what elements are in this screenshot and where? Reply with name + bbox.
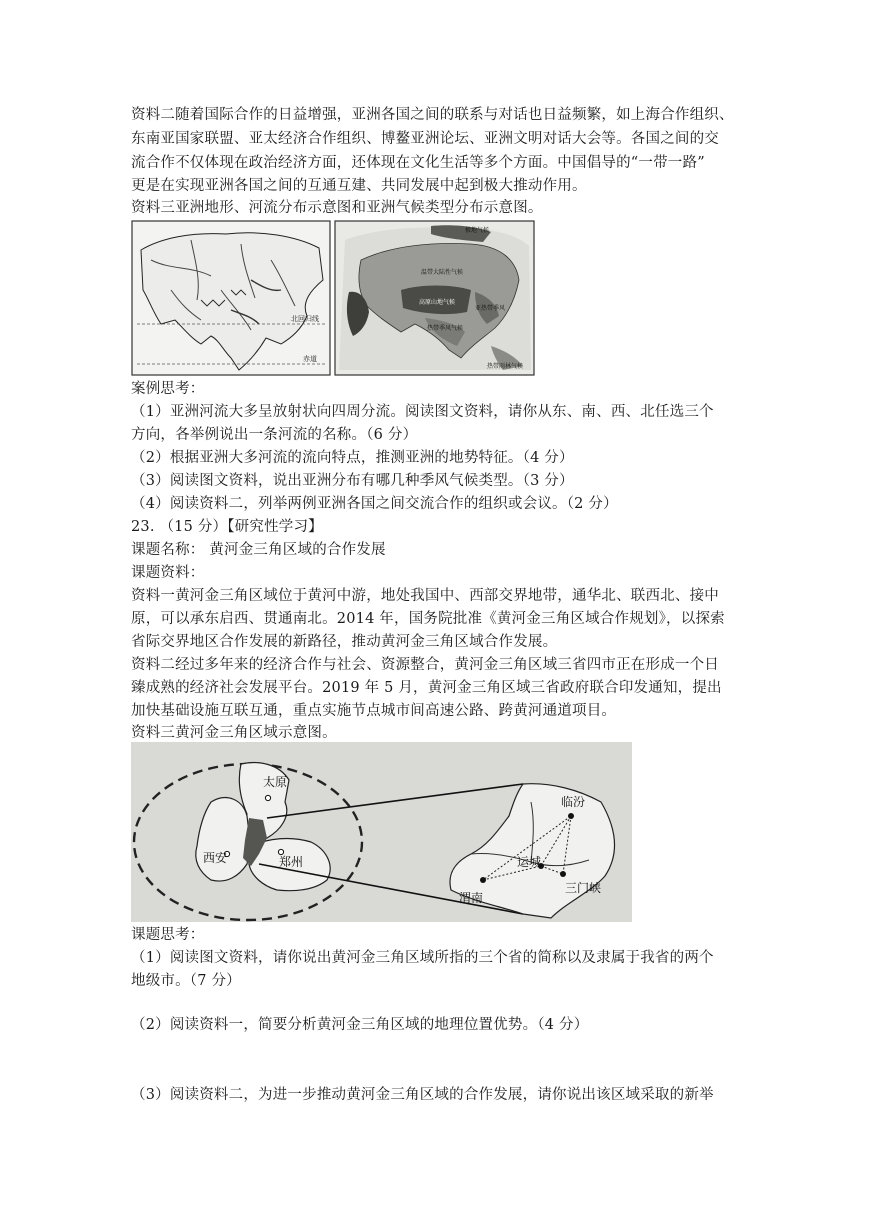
weinan-marker: [480, 877, 486, 883]
climate-label-tropical-monsoon: 热带季风气候: [427, 325, 464, 332]
taiyuan-label: 太原: [263, 775, 288, 789]
material3-caption: 资料三黄河金三角区域示意图。: [131, 725, 337, 741]
tropic-label: 北回归线: [291, 315, 319, 323]
material2-asia-line-2: 东南亚国家联盟、亚太经济合作组织、博鳌亚洲论坛、亚洲文明对话大会等。各国之间的交: [131, 131, 719, 147]
climate-label-mountain: 高原山地气候: [419, 299, 456, 306]
weinan-label: 渭南: [459, 891, 484, 905]
material2-line-2: 臻成熟的经济社会发展平台。2019 年 5 月，黄河金三角区域三省政府联合印发通知，提出: [131, 680, 722, 696]
xian-label: 西安: [203, 851, 228, 865]
linfen-marker: [568, 813, 574, 819]
material1-line-2: 原，可以承东启西、贯通南北。2014 年，国务院批准《黄河金三角区域合作规划》，以探索: [131, 611, 725, 627]
zhengzhou-label: 郑州: [279, 855, 304, 869]
equator-label: 赤道: [303, 355, 317, 363]
case-thinking-title: 案例思考：: [131, 381, 205, 397]
topic-question-3: （3）阅读资料二，为进一步推动黄河金三角区域的合作发展，请你说出该区域采取的新举: [131, 1087, 714, 1103]
climate-label-continental: 温带大陆性气候: [421, 269, 464, 276]
climate-label-rainforest: 热带雨林气候: [487, 363, 524, 370]
case-question-4: （4）阅读资料二，列举两例亚洲各国之间交流合作的组织或会议。（2 分）: [131, 496, 618, 512]
material2-line-1: 资料二经过多年来的经济合作与社会、资源整合，黄河金三角区域三省四市正在形成一个日: [131, 657, 719, 673]
asia-climate-map: [335, 221, 534, 375]
climate-label-monsoon-sub: 亚热带季风: [475, 305, 506, 312]
material1-line-1: 资料一黄河金三角区域位于黄河中游，地处我国中、西部交界地带，通华北、联西北、接中: [131, 588, 719, 604]
asia-maps-figure: [131, 220, 535, 376]
sanmenxia-marker: [560, 871, 566, 877]
material1-line-3: 省际交界地区合作发展的新路径，推动黄河金三角区域合作发展。: [131, 634, 558, 650]
material3-asia-caption: 资料三亚洲地形、河流分布示意图和亚洲气候类型分布示意图。: [131, 200, 543, 216]
topic-question-1b: 地级市。（7 分）: [131, 973, 241, 989]
case-question-1a: （1）亚洲河流大多呈放射状向四周分流。阅读图文资料，请你从东、南、西、北任选三个: [131, 404, 714, 420]
topic-materials-title: 课题资料：: [131, 565, 205, 581]
yellow-river-triangle-map: [131, 742, 632, 922]
topic-question-2: （2）阅读资料一，简要分析黄河金三角区域的地理位置优势。（4 分）: [131, 1017, 589, 1033]
material2-line-3: 加快基础设施互联互通，重点实施节点城市间高速公路、跨黄河通道项目。: [131, 703, 617, 719]
climate-label-top: 极地气候: [465, 227, 490, 234]
yuncheng-label: 运城: [517, 855, 542, 869]
topic-thinking-title: 课题思考：: [131, 927, 205, 943]
asia-river-map: [132, 221, 330, 375]
case-question-3: （3）阅读图文资料，说出亚洲分布有哪几种季风气候类型。（3 分）: [131, 473, 574, 489]
taiyuan-marker: [265, 795, 270, 800]
zhengzhou-marker: [278, 849, 283, 854]
topic-question-1a: （1）阅读图文资料，请你说出黄河金三角区域所指的三个省的简称以及隶属于我省的两个: [131, 950, 714, 966]
case-question-2: （2）根据亚洲大多河流的流向特点，推测亚洲的地势特征。（4 分）: [131, 450, 574, 466]
material2-asia-line-3: 流合作不仅体现在政治经济方面，还体现在文化生活等多个方面。中国倡导的“一带一路”: [131, 155, 705, 171]
sanmenxia-label: 三门峡: [565, 881, 602, 895]
material2-asia-line-4: 更是在实现亚洲各国之间的互通互建、共同发展中起到极大推动作用。: [131, 178, 587, 194]
case-question-1b: 方向，各举例说出一条河流的名称。（6 分）: [131, 427, 418, 443]
q23-header: 23. （15 分）【研究性学习】: [131, 519, 323, 535]
linfen-label: 临汾: [561, 795, 586, 809]
material2-asia-line-1: 资料二随着国际合作的日益增强，亚洲各国之间的联系与对话也日益频繁，如上海合作组织、: [131, 107, 734, 123]
topic-name: 课题名称： 黄河金三角区域的合作发展: [131, 542, 386, 558]
